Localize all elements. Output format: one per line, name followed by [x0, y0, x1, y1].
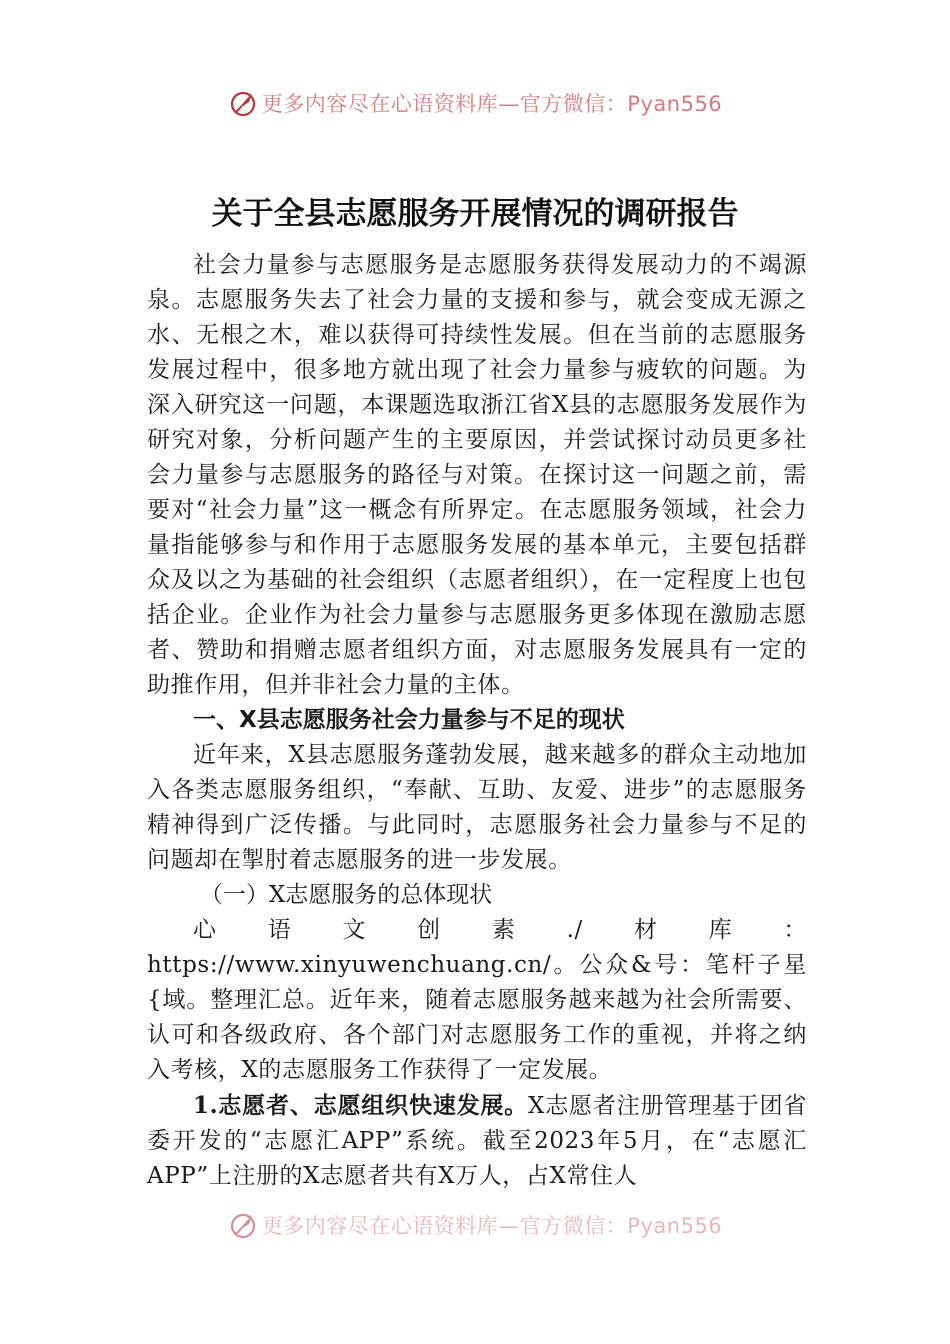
document-title: 关于全县志愿服务开展情况的调研报告 [211, 196, 739, 232]
quill-logo-icon [228, 88, 258, 118]
watermark-text: 更多内容尽在心语资料库—官方微信：Pyan556 [261, 1214, 723, 1238]
watermark-footer [0, 1205, 950, 1245]
section-paragraph: 近年来，X县志愿服务蓬勃发展，越来越多的群众主动地加入各类志愿服务组织，“奉献、互助、友爱、进步”的志愿服务精神得到广泛传播。与此同时，志愿服务社会力量参与不足的问题却在掣肘着志愿服务的进一步发展。 [147, 742, 807, 873]
volunteer-paragraph [147, 1088, 807, 1194]
section-heading: 一、X县志愿服务社会力量参与不足的现状 [193, 707, 625, 733]
subsection-heading: （一）X志愿服务的总体现状 [199, 882, 493, 908]
lead-phrase: 1.志愿者、志愿组织快速发展。 [193, 1092, 529, 1119]
intro-paragraph: 社会力量参与志愿服务是志愿服务获得发展动力的不竭源泉。志愿服务失去了社会力量的支援和参与，就会变成无源之水、无根之木，难以获得可持续性发展。但在当前的志愿服务发展过程中，很多地方就出现了社会力量参与疲软的问题。为深入研究这一问题，本课题选取浙江省X县的志愿服务发展作为研究对象，分析问题产生的主要原因，并尝试探讨动员更多社会力量参与志愿服务的路径与对策。在探讨这一问题之前，需要对“社会力量”这一概念有所界定。在志愿服务领域，社会力量指能够参与和作用于志愿服务发展的基本单元，主要包括群众及以之为基础的社会组织（志愿者组织），在一定程度上也包括企业。企业作为社会力量参与志愿服务更多体现在激励志愿者、赞助和捐赠志愿者组织方面，对志愿服务发展具有一定的助推作用，但并非社会力量的主体。 [147, 252, 807, 698]
quill-logo-icon [228, 1210, 258, 1240]
watermark-text: 更多内容尽在心语资料库—官方微信：Pyan556 [261, 92, 723, 116]
overview-paragraph: 心语文创素./材库：https://www.xinyuwenchuang.cn/。公众&号：笔杆子星{域。整理汇总。近年来，随着志愿服务越来越为社会所需要、认可和各级政府、各个部门对志愿服务工作的重视，并将之纳入考核，X的志愿服务工作获得了一定发展。 [147, 917, 807, 1083]
volunteer-text: X志愿者注册管理基于团省委开发的“志愿汇APP”系统。截至2023年5月，在“志愿汇APP”上注册的X志愿者共有X万人，占X常住人 [147, 1093, 807, 1189]
document-body [147, 248, 807, 1194]
watermark-header [0, 83, 950, 123]
